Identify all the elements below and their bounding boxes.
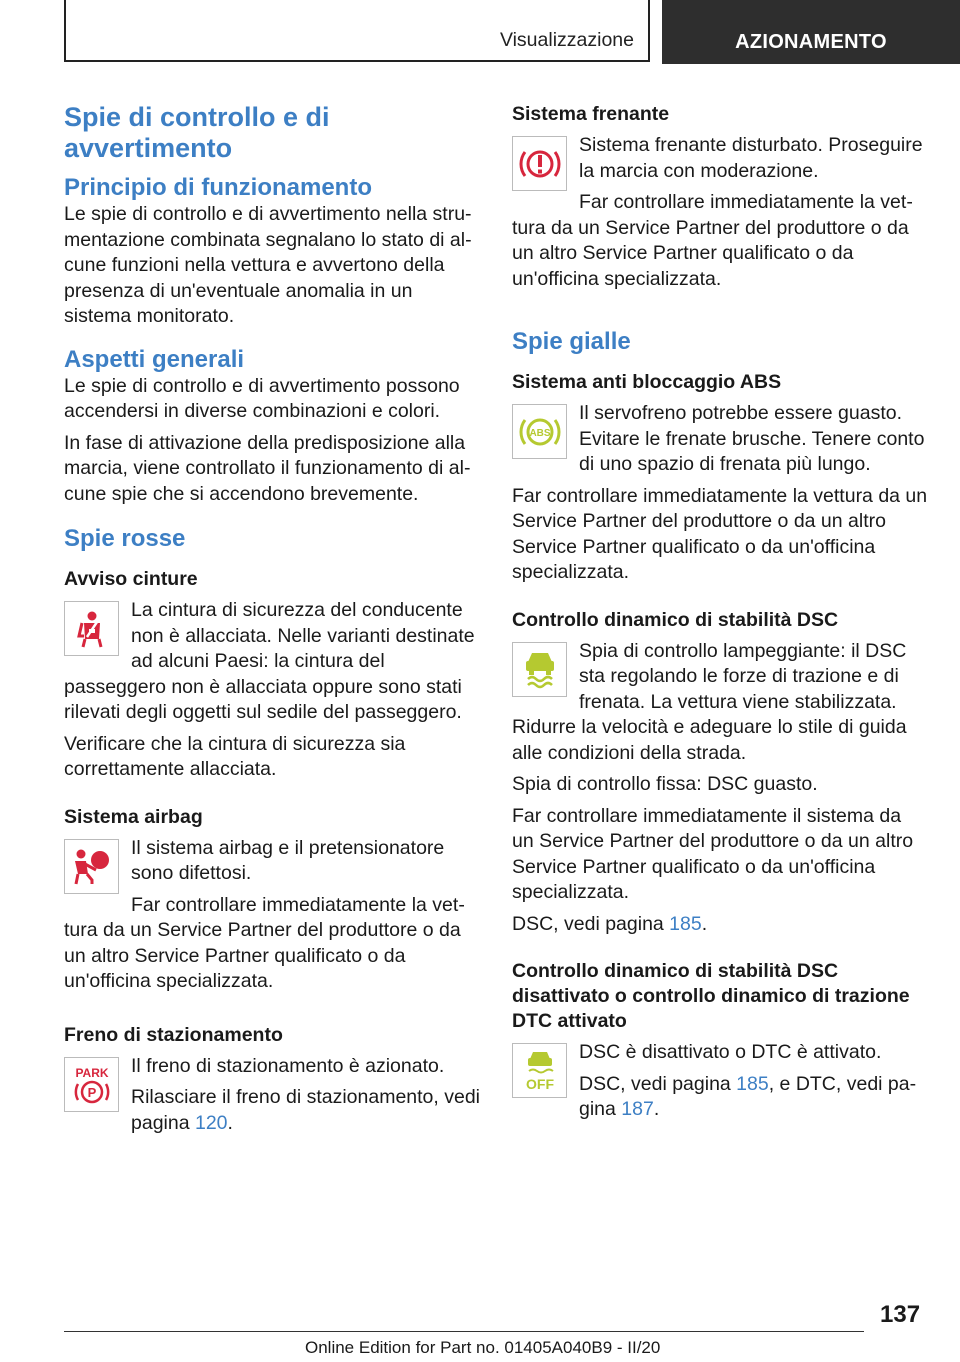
heading-dsc: Controllo dinamico di stabilità DSC [512,608,839,631]
header-chapter-tab: AZIONAMENTO [662,0,960,64]
text-frenante-1: Sistema frenante disturbato. Proseguire la marcia con moderazione. [579,134,923,182]
parking-brake-icon [64,1057,119,1112]
footer-edition: Online Edition for Part no. 01405A040B9 - II/20 [305,1338,661,1357]
heading-abs: Sistema anti bloccaggio ABS [512,371,782,393]
text-dsc-1: Spia di controllo lampeggiante: il DSC sta regolando le forze di trazione e di frenata. La vettura viene stabilizzata. Ridurre la velocità e adeguare lo stile di guida alle condizioni della strada. [512,639,907,764]
text-airbag-1: Il sistema airbag e il pretensionatore sono difettosi. [131,836,445,884]
item-sistema-airbag [64,836,480,1001]
right-column [512,102,928,1135]
svg-text:OFF: OFF [525,1075,554,1092]
heading-spie-rosse: Spie rosse [64,525,186,552]
text-abs-1: Il servofreno potrebbe essere guasto. Evitare le frenate brusche. Tenere conto di uno spazio di frenata più lungo. [579,402,925,475]
heading-aspetti: Aspetti generali [64,345,245,373]
page-link-187[interactable]: 187 [621,1098,654,1120]
heading-sistema-frenante: Sistema frenante [512,103,670,125]
heading-dsc-off: Controllo dinamico di stabilità DSC disattivato o controllo dinamico di trazione DTC attivato [512,960,910,1032]
page-header [0,0,960,66]
svg-text:PARK: PARK [74,1066,109,1080]
airbag-icon [64,839,119,894]
item-dsc-off [512,1040,928,1129]
text-frenante-2: Far controllare immediatamente la vettura da un Service Partner del produttore o da un altro Service Partner qualificato o da un'officina specializzata. [512,191,913,290]
text-airbag-2: Far controllare immediatamente la vettura da un Service Partner del produttore o da un altro Service Partner qualificato o da un'officina specializzata. [64,893,465,992]
text-dsc-2: Spia di controllo fissa: DSC guasto. [512,773,818,795]
header-frame [64,0,650,62]
svg-text:ABS: ABS [528,427,551,439]
item-abs [512,401,928,586]
brake-warning-icon [512,136,567,191]
svg-text:P: P [87,1085,96,1100]
left-column [64,102,480,1148]
heading-freno-stazionamento: Freno di stazionamento [64,1023,283,1046]
heading-sistema-airbag: Sistema airbag [64,805,203,828]
text-aspetti-1: Le spie di controllo e di avvertimento possono accendersi in diverse combinazioni e colori. [64,374,460,422]
dsc-off-icon [512,1043,567,1098]
item-avviso-cinture [64,598,480,783]
heading-principio: Principio di funzionamento [64,174,372,201]
footer-divider [64,1331,864,1332]
text-dsc-4: DSC, vedi pagina 185. [512,912,708,935]
text-freno-1: Il freno di stazionamento è azionato. [131,1054,445,1077]
seatbelt-icon [64,601,119,656]
abs-icon [512,404,567,459]
page-title: Spie di controllo e di avvertimento [64,102,330,163]
page-link-120[interactable]: 120 [194,1111,228,1134]
text-principio: Le spie di controllo e di avvertimento nella strumentazione combinata segnalano lo stato di alcune funzioni nella vettura e avvertono della presenza di un'eventuale anomalia in un sistema monitorato. [64,203,472,327]
item-freno-stazionamento [64,1054,480,1143]
page-link-185[interactable]: 185 [669,912,702,935]
text-dsc-off-1: DSC è disattivato o DTC è attivato. [579,1041,882,1063]
text-freno-2: Rilasciare il freno di stazionamento, vedi pagina 120. [131,1086,481,1134]
page-number: 137 [880,1301,921,1328]
item-dsc [512,639,928,938]
text-aspetti-2: In fase di attivazione della predisposizione alla marcia, viene controllato il funzionamento di alcune spie che si accendono brevemente. [64,431,471,505]
dsc-icon [512,642,567,697]
text-cinture-2: Verificare che la cintura di sicurezza sia correttamente allacciata. [64,732,406,780]
text-dsc-off-2: DSC, vedi pagina 185, e DTC, vedi pagina 187. [579,1072,917,1120]
heading-spie-gialle: Spie gialle [512,328,631,355]
text-cinture-1: La cintura di sicurezza del conducente non è allacciata. Nelle varianti destinate ad alcuni Paesi: la cintura del passeggero non è allacciata oppure sono stati rilevati degli oggetti sul sedile del passeggero. [64,599,475,723]
header-section: Visualizzazione [499,29,634,51]
item-sistema-frenante [512,133,928,298]
text-abs-2: Far controllare immediatamente la vettura da un Service Partner del produttore o da un altro Service Partner qualificato o da un'officina specializzata. [512,484,928,583]
text-dsc-3: Far controllare immediatamente il sistema da un Service Partner del produttore o da un altro Service Partner qualificato o da un'officina specializzata. [512,804,914,903]
heading-avviso-cinture: Avviso cinture [64,568,198,590]
page-link-185-b[interactable]: 185 [736,1072,769,1095]
